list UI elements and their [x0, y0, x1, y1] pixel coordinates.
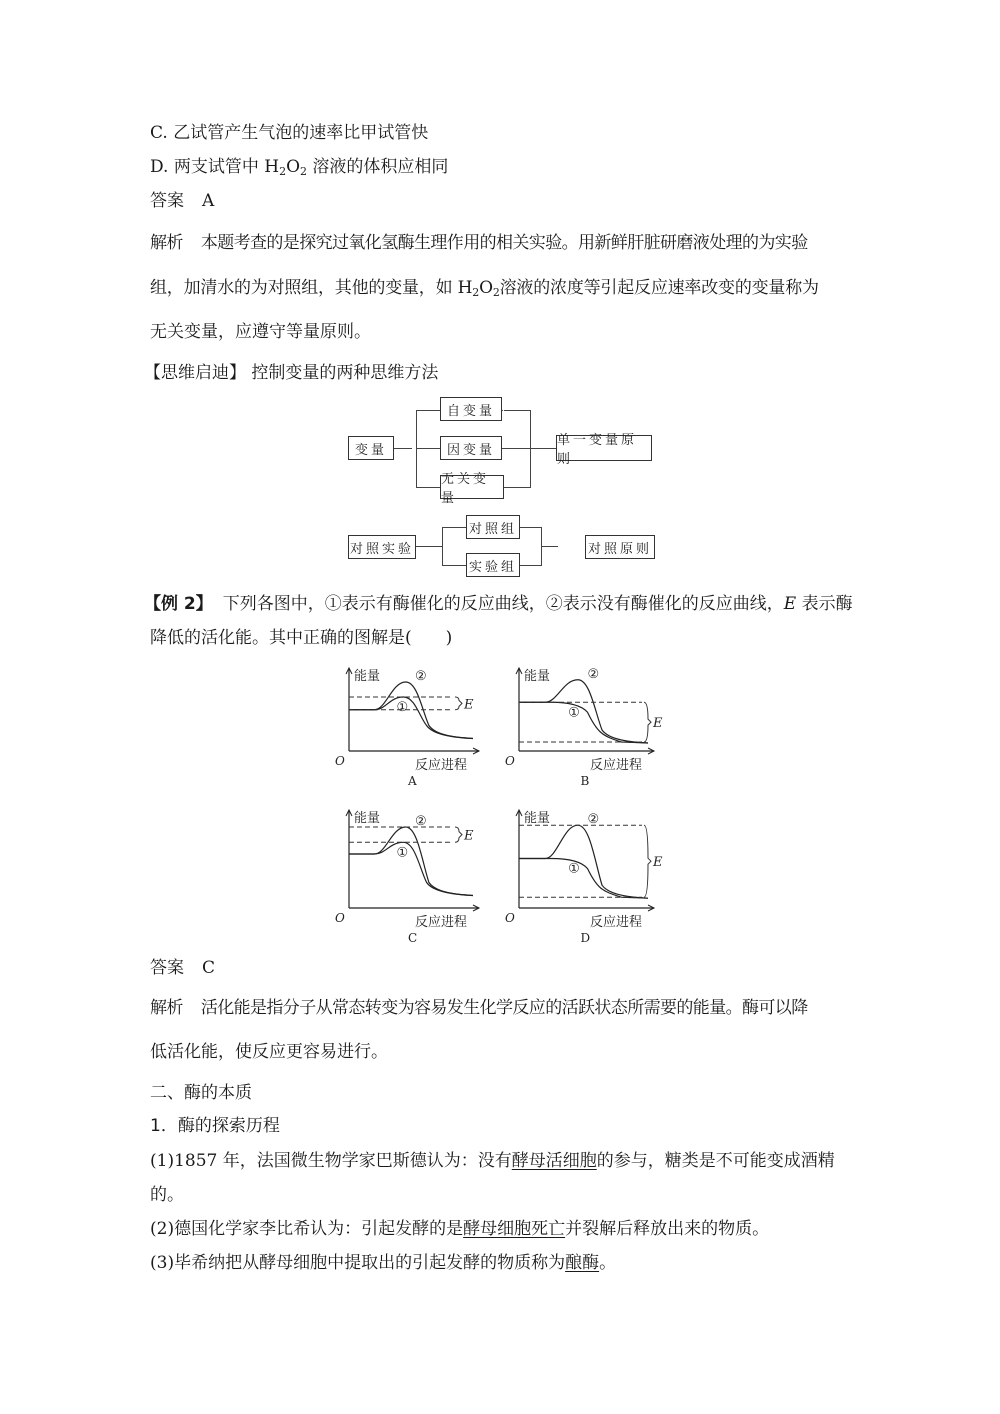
flow-node-variable: 变量 [348, 436, 394, 460]
e-label: E [464, 828, 474, 844]
curve-with-enzyme [349, 697, 473, 739]
section-subtitle: 1．酶的探索历程 [150, 1116, 280, 1136]
curve-with-enzyme [519, 702, 648, 743]
chart-caption: C [408, 931, 418, 945]
curve-1-marker: ① [568, 861, 580, 877]
curve-2-marker: ② [415, 669, 427, 684]
curve-with-enzyme [519, 859, 648, 899]
option-label: C. [150, 123, 168, 143]
origin-label: O [335, 911, 345, 925]
section-title: 二、酶的本质 [150, 1083, 252, 1103]
x-axis-label: 反应进程 [590, 758, 643, 773]
answer-label: 答案 [150, 191, 184, 211]
example-2-line-2: 降低的活化能。其中正确的图解是( ) [150, 628, 453, 648]
underlined-answer: 酿酶 [565, 1253, 600, 1273]
curve-2-marker: ② [587, 666, 600, 682]
answer-label: 答案 [150, 958, 184, 978]
y-axis-label: 能量 [524, 811, 551, 826]
curve-no-enzyme [519, 825, 648, 898]
origin-label: O [505, 911, 515, 925]
curve-1-marker: ① [396, 700, 409, 715]
option-c [150, 122, 428, 144]
history-item-2: (2)德国化学家李比希认为：引起发酵的是酵母细胞死亡并裂解后释放出来的物质。 [150, 1219, 770, 1239]
analysis-2-line-1: 解析 活化能是指分子从常态转变为容易发生化学反应的活跃状态所需要的能量。酶可以降 [150, 998, 808, 1018]
analysis-1-line-2: 组，加清水的为对照组，其他的变量，如 $H_2O_2$溶液的浓度等引起反应速率改变的变量称为 [150, 278, 819, 299]
e-bracket [455, 827, 462, 842]
flow-node-irrelevant-variable: 无关变量 [440, 475, 504, 499]
curve-no-enzyme [519, 680, 648, 743]
x-axis-label: 反应进程 [415, 758, 468, 773]
origin-label: O [505, 754, 515, 768]
analysis-label: 解析 [150, 998, 183, 1018]
energy-chart-d [495, 800, 675, 950]
option-d: D. 两支试管中 $H_2O_2$ 溶液的体积应相同 [150, 157, 449, 178]
formula-h2o2: $H_2O_2$ [457, 278, 500, 299]
curve-with-enzyme [349, 842, 473, 895]
energy-chart-a [305, 658, 485, 793]
answer-value: C [202, 958, 216, 978]
energy-chart-b [495, 658, 675, 793]
example-label: 【例 2】 [144, 594, 213, 614]
chart-caption: A [408, 774, 417, 788]
chart-caption: B [580, 774, 590, 788]
e-label: E [653, 716, 663, 732]
analysis-2-line-2: 低活化能，使反应更容易进行。 [150, 1042, 388, 1062]
e-label: E [653, 855, 663, 871]
history-item-1: (1)1857 年，法国微生物学家巴斯德认为：没有酵母活细胞的参与，糖类是不可能变成酒精 [150, 1151, 835, 1171]
example-2-line-1: 【例 2】 下列各图中，①表示有酶催化的反应曲线，②表示没有酶催化的反应曲线，E 表示酶 [144, 594, 853, 614]
flow-node-experimental-group: 实验组 [466, 553, 520, 577]
e-bracket [644, 702, 651, 742]
y-axis-label: 能量 [354, 669, 381, 684]
analysis-1-line-3: 无关变量，应遵守等量原则。 [150, 322, 371, 342]
answer-value: A [202, 191, 215, 211]
underlined-answer: 酵母活细胞 [511, 1151, 597, 1171]
flow-node-single-variable-principle: 单一变量原则 [556, 435, 652, 461]
e-bracket [644, 825, 651, 897]
insight-title: 控制变量的两种思维方法 [251, 363, 439, 383]
flow-node-control-group: 对照组 [466, 515, 520, 539]
flow-node-independent-variable: 自变量 [440, 397, 502, 421]
flow-node-control-principle: 对照原则 [585, 535, 655, 559]
formula-h2o2: $H_2O_2$ [264, 157, 308, 178]
curve-2-marker: ② [587, 812, 600, 828]
history-item-3: (3)毕希纳把从酵母细胞中提取出的引起发酵的物质称为酿酶。 [150, 1253, 617, 1273]
e-bracket [455, 697, 462, 710]
history-item-1-cont: 的。 [150, 1185, 184, 1205]
x-axis-label: 反应进程 [590, 915, 643, 930]
flow-node-dependent-variable: 因变量 [440, 436, 502, 460]
curve-2-marker: ② [415, 814, 427, 829]
option-text: 两支试管中 [173, 157, 265, 177]
curve-no-enzyme [349, 827, 473, 896]
answer-1 [150, 190, 214, 212]
answer-2 [150, 957, 215, 979]
x-axis-label: 反应进程 [415, 915, 468, 930]
energy-chart-c [305, 800, 485, 950]
e-label: E [464, 697, 474, 713]
analysis-1-line-1: 解析 本题考查的是探究过氧化氢酶生理作用的相关实验。用新鲜肝脏研磨液处理的为实验 [150, 233, 808, 253]
insight-bracket-title: 【思维启迪】 [144, 363, 246, 383]
flow-node-control-experiment: 对照实验 [348, 535, 416, 559]
insight-heading [144, 362, 438, 384]
option-text: 乙试管产生气泡的速率比甲试管快 [173, 123, 429, 143]
y-axis-label: 能量 [354, 811, 381, 826]
curve-1-marker: ① [396, 845, 409, 861]
chart-caption: D [580, 931, 591, 945]
origin-label: O [335, 754, 345, 768]
option-label: D. [150, 157, 169, 177]
curve-1-marker: ① [568, 705, 580, 721]
y-axis-label: 能量 [524, 669, 551, 684]
analysis-label: 解析 [150, 233, 183, 253]
underlined-answer: 酵母细胞死亡 [463, 1219, 566, 1239]
